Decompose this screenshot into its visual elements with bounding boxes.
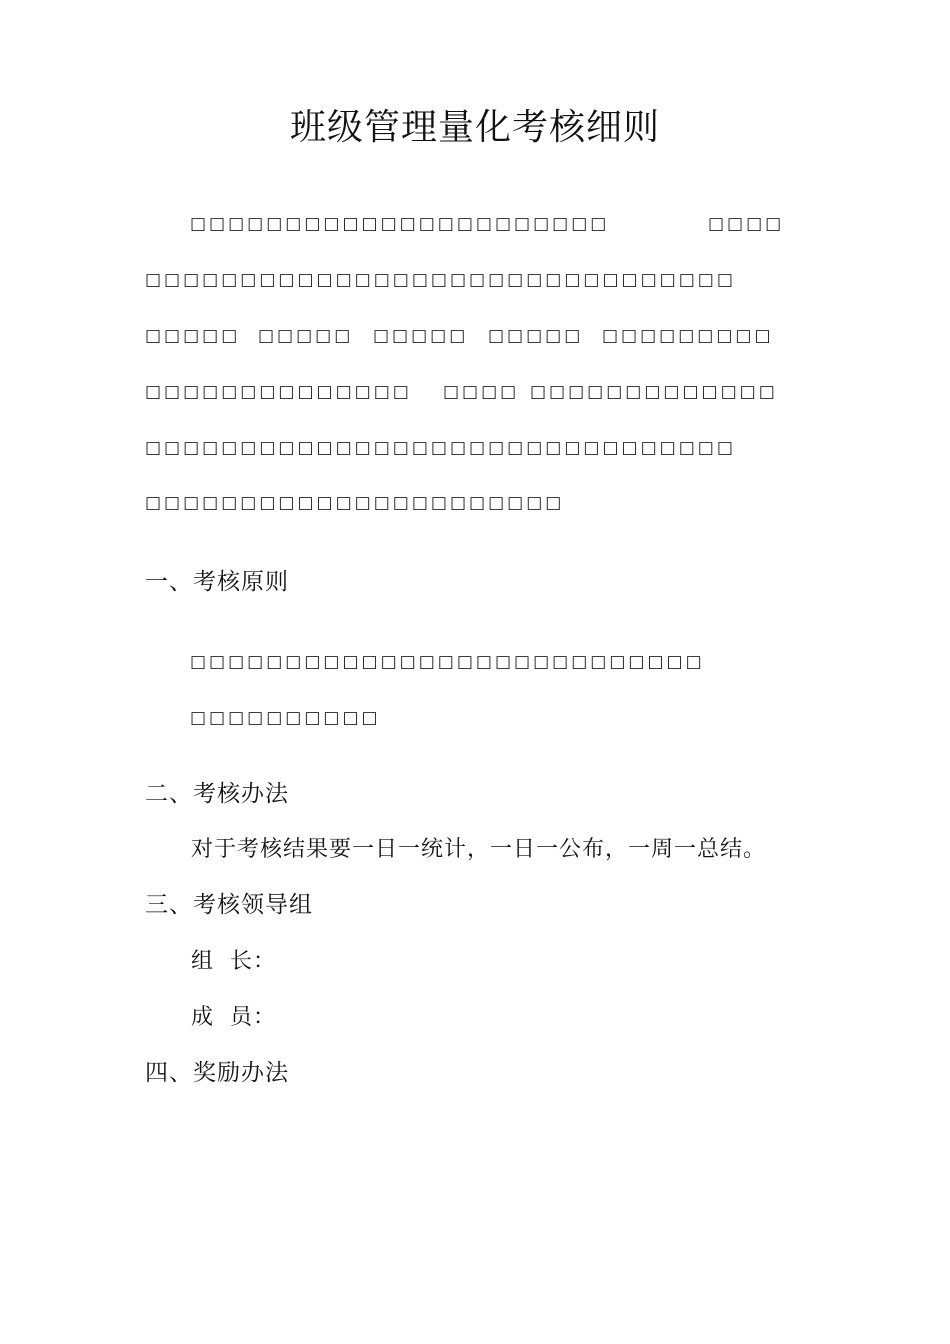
intro-line-1a: □□□□□□□□□□□□□□□□□□□□□□ <box>190 214 610 234</box>
intro-line-3d: □□□□□ <box>488 326 584 346</box>
section-1-line-1: □□□□□□□□□□□□□□□□□□□□□□□□□□□ <box>190 652 705 672</box>
intro-line-3e: □□□□□□□□□ <box>602 326 774 346</box>
section-2-body: 对于考核结果要一日一统计，一日一公布，一周一总结。 <box>191 837 767 862</box>
section-1-line-2: □□□□□□□□□□ <box>190 708 381 728</box>
intro-line-4c: □□□□□□□□□□□□□ <box>530 382 778 402</box>
leader-label: 组 长： <box>191 949 276 974</box>
intro-line-3b: □□□□□ <box>258 326 354 346</box>
members-label: 成 员： <box>191 1005 276 1030</box>
section-3-heading: 三、考核领导组 <box>145 892 313 918</box>
section-2-heading: 二、考核办法 <box>145 781 289 807</box>
intro-line-4b: □□□□ <box>443 382 520 402</box>
intro-line-1b: □□□□ <box>708 214 785 234</box>
intro-line-4a: □□□□□□□□□□□□□□ <box>145 382 412 402</box>
intro-line-6: □□□□□□□□□□□□□□□□□□□□□□ <box>145 493 565 513</box>
intro-line-3c: □□□□□ <box>373 326 469 346</box>
section-4-heading: 四、奖励办法 <box>145 1060 289 1086</box>
section-1-heading: 一、考核原则 <box>145 569 289 595</box>
intro-line-3a: □□□□□ <box>145 326 241 346</box>
intro-line-2: □□□□□□□□□□□□□□□□□□□□□□□□□□□□□□□ <box>145 270 736 290</box>
intro-line-5: □□□□□□□□□□□□□□□□□□□□□□□□□□□□□□□ <box>145 438 736 458</box>
document-title: 班级管理量化考核细则 <box>289 107 660 148</box>
